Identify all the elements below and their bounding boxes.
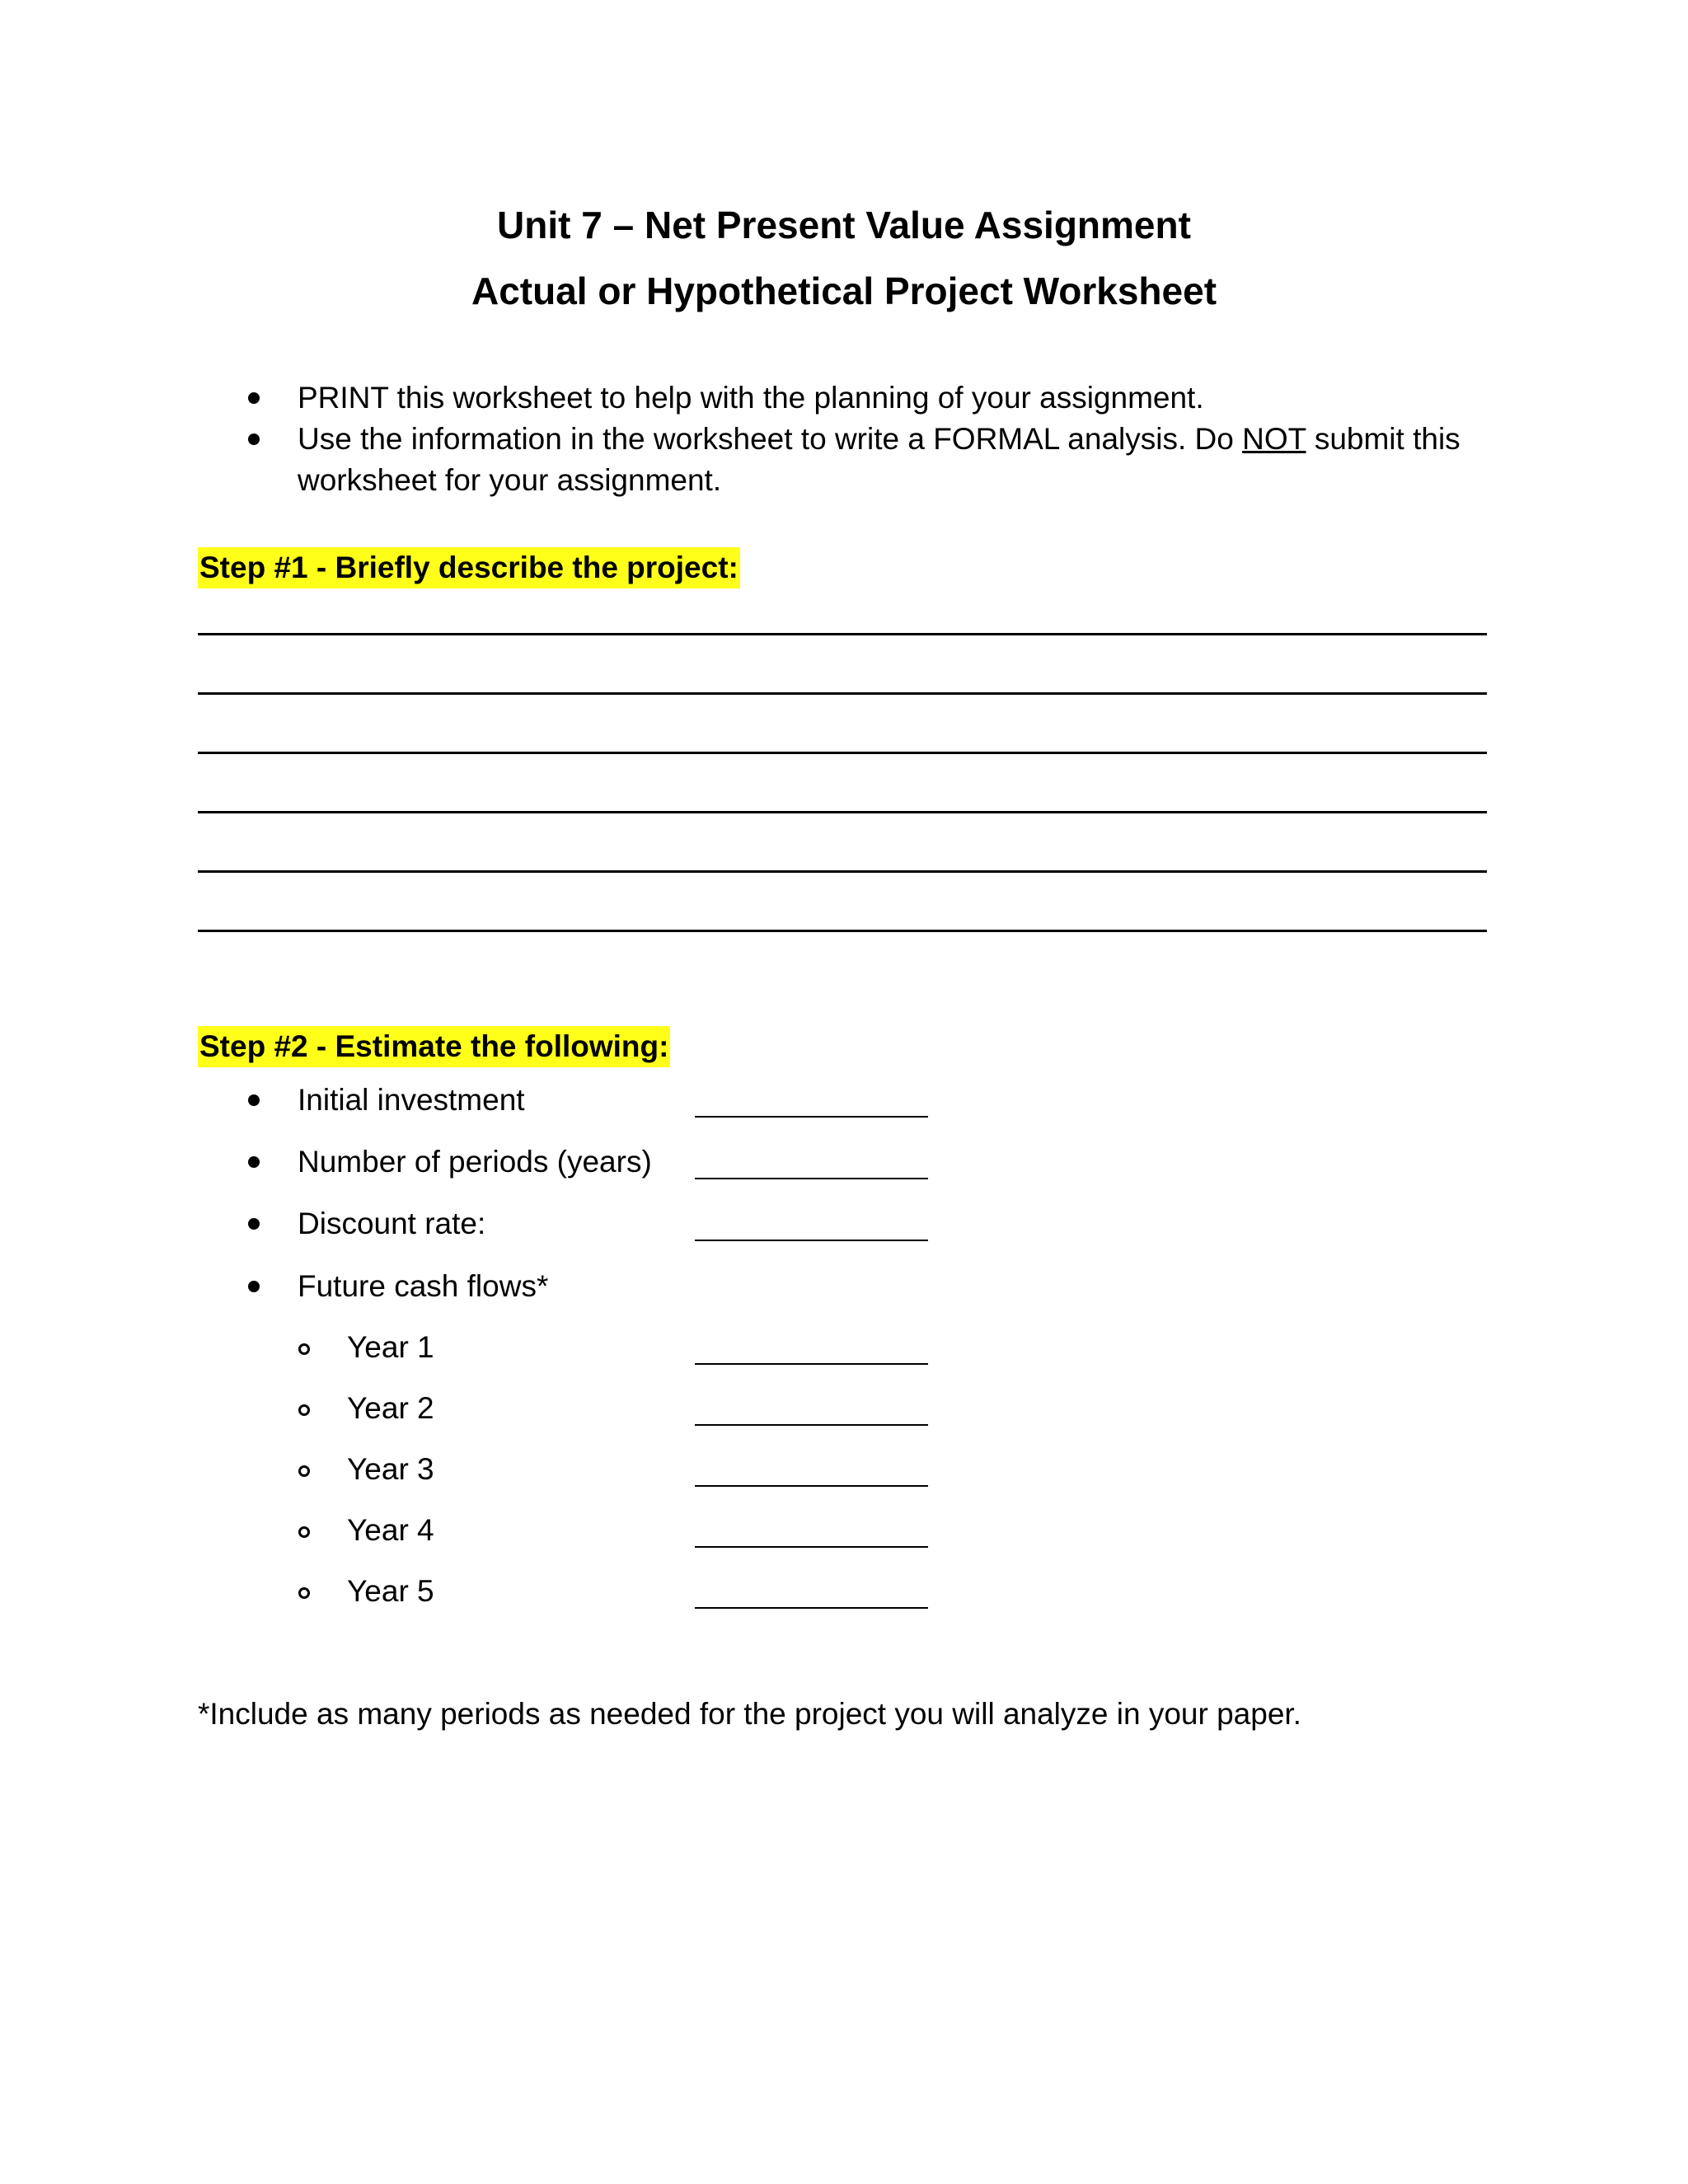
year-label: Year 2 xyxy=(347,1391,434,1425)
estimate-label: Number of periods (years) xyxy=(298,1145,652,1179)
list-item xyxy=(0,1571,1688,1612)
blank-line xyxy=(695,1424,928,1426)
blank-line xyxy=(695,1607,928,1609)
page-title: Unit 7 – Net Present Value Assignment xyxy=(497,204,1191,246)
list-item xyxy=(0,1510,1688,1551)
answer-line xyxy=(198,930,1487,932)
bullet-icon xyxy=(248,1156,260,1168)
bullet-icon xyxy=(248,1094,260,1106)
instruction-text-part: submit this xyxy=(1306,422,1461,456)
estimate-label: Initial investment xyxy=(298,1083,525,1117)
list-item xyxy=(0,1388,1688,1429)
year-label: Year 1 xyxy=(347,1330,434,1364)
answer-line xyxy=(198,752,1487,754)
year-label: Year 3 xyxy=(347,1452,434,1486)
circle-bullet-icon xyxy=(298,1343,310,1355)
year-label: Year 5 xyxy=(347,1574,434,1608)
instruction-text: PRINT this worksheet to help with the planning of your assignment. xyxy=(298,381,1204,415)
estimate-label: Discount rate: xyxy=(298,1207,486,1240)
circle-bullet-icon xyxy=(298,1526,310,1538)
footnote: *Include as many periods as needed for the project you will analyze in your paper. xyxy=(198,1697,1301,1731)
blank-line xyxy=(695,1546,928,1548)
blank-line xyxy=(695,1178,928,1179)
emphasis-text: NOT xyxy=(1242,422,1306,456)
blank-line xyxy=(695,1240,928,1241)
answer-line xyxy=(198,692,1487,695)
step2-heading: Step #2 - Estimate the following: xyxy=(198,1026,670,1067)
bullet-icon xyxy=(248,1218,260,1230)
blank-line xyxy=(695,1116,928,1118)
page-subtitle: Actual or Hypothetical Project Worksheet xyxy=(471,269,1217,312)
estimate-label: Future cash flows* xyxy=(298,1269,549,1303)
instruction-text-continued: worksheet for your assignment. xyxy=(298,463,722,497)
bullet-icon xyxy=(248,1281,260,1292)
bullet-icon xyxy=(248,434,260,445)
answer-line xyxy=(198,633,1487,635)
answer-line xyxy=(198,811,1487,813)
circle-bullet-icon xyxy=(298,1587,310,1599)
blank-line xyxy=(695,1363,928,1365)
list-item xyxy=(0,419,1688,501)
answer-line xyxy=(198,870,1487,873)
list-item xyxy=(0,377,1688,419)
year-label: Year 4 xyxy=(347,1513,434,1547)
list-item xyxy=(0,1141,1688,1183)
list-item xyxy=(0,1203,1688,1244)
bullet-icon xyxy=(248,392,260,404)
circle-bullet-icon xyxy=(298,1465,310,1477)
circle-bullet-icon xyxy=(298,1404,310,1416)
list-item xyxy=(0,1449,1688,1490)
list-item xyxy=(0,1327,1688,1368)
list-item xyxy=(0,1266,1688,1307)
step1-heading: Step #1 - Briefly describe the project: xyxy=(198,547,740,588)
list-item xyxy=(0,1080,1688,1121)
instruction-text-part: Use the information in the worksheet to write a FORMAL analysis. Do xyxy=(298,422,1243,456)
instruction-text xyxy=(298,419,1484,460)
blank-line xyxy=(695,1485,928,1487)
